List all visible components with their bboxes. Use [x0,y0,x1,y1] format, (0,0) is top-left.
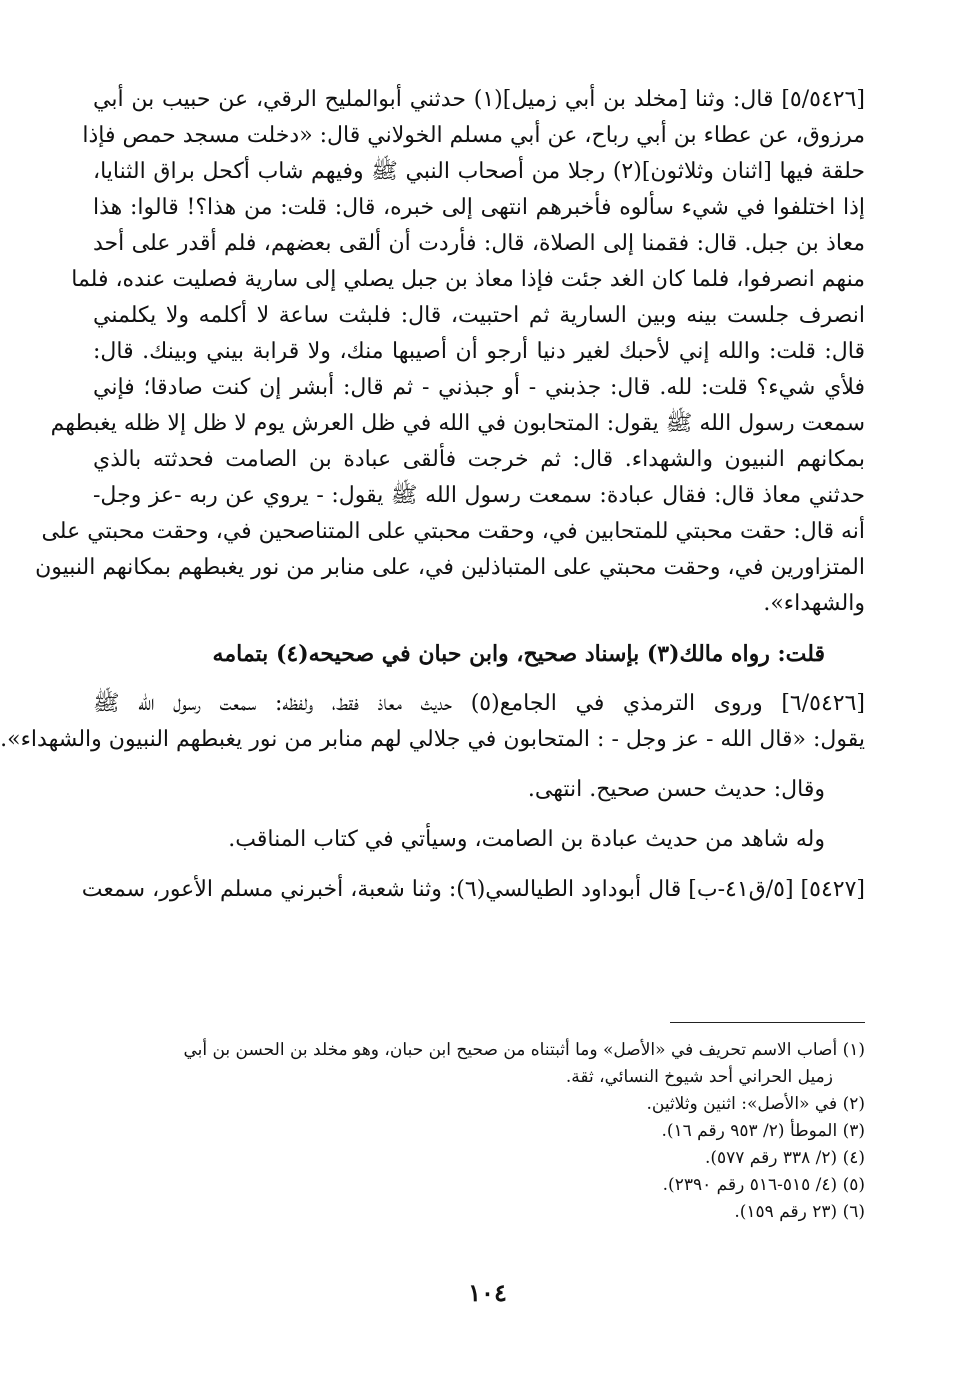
text-line: المتزاورين في، وحقت محبتي على المتباذلين في، على منابر من نور يغبطهم بمكانهم النبيون [35,555,865,580]
footnote-1: (١) أصاب الاسم تحريف في «الأصل» وما أثبتناه من صحيح ابن حبان، وهو مخلد بن الحسن بن أبي [183,1040,865,1060]
text-line: سمعت رسول الله ﷺ يقول: المتحابون في الله في ظل العرش يوم لا ظل إلا ظله يغبطهم [50,411,865,436]
footnote-1-continued: زميل الحراني أحد شيوخ النسائي، ثقة. [565,1067,833,1087]
footnote-6: (٦) (٢٣ رقم ١٥٩). [734,1202,865,1222]
text-line: حدثني معاذ قال: فقال عبادة: سمعت رسول الله ﷺ يقول: - يروي عن ربه -عز وجل- [93,483,865,508]
text-line: [٥/٥٤٢٦] قال: وثنا [مخلد بن أبي زميل](١) حدثني أبوالمليح الرقي، عن حبيب بن أبي [93,87,865,112]
footnote-separator [670,1022,865,1023]
text-line: انصرف جلست بينه وبين السارية ثم احتبيت، قال: فلبثت ساعة لا أكلمه ولا يكلمني [93,303,865,328]
text-line: بمكانهم النبيون والشهداء. قال: ثم خرجت فألقى عبادة بن الصامت فحدثته بالذي [93,447,865,472]
text-line: والشهداء». [763,591,865,616]
text-line: أنه قال: حقت محبتي للمتحابين في، وحقت محبتي على المتناصحين في، وحقت محبتي على [41,519,865,544]
text-line: قال: قلت: والله إني لأحبك لغير دنيا أرجو أن أصيبها منك، ولا قرابة بيني وبينك. قال: [93,339,865,364]
footnote-2: (٢) في «الأصل»: اثنين وثلاثين. [646,1094,865,1114]
footnote-4: (٤) (٢/ ٣٣٨ رقم ٥٧٧). [704,1148,865,1168]
main-text [0,82,865,908]
tirmidhi-line: [٦/٥٤٢٦] وروى الترمذي في الجامع(٥) حديث معاذ فقط، ولفظه: سمعت رسول الله ﷺ [93,691,865,716]
text-line: معاذ بن جبل. قال: فقمنا إلى الصلاة، قال: فأردت أن ألقى بعضهم، فلم أقدر على أحد [93,231,865,256]
shahid-line: وله شاهد من حديث عبادة بن الصامت، وسيأتي في كتاب المناقب. [228,827,825,852]
waqal-line: وقال: حديث حسن صحيح. انتهى. [527,777,825,802]
footnote-3: (٣) الموطأ (٢/ ٩٥٣ رقم ١٦). [661,1121,865,1141]
qult-line: قلت: رواه مالك(٣) بإسناد صحيح، وابن حبان في صحيحه(٤) بتمامه [212,641,825,667]
page-number: ١٠٤ [468,1278,507,1307]
footnotes [93,1022,865,1226]
text-line: مرزوق، عن عطاء بن أبي رباح، عن أبي مسلم الخولاني قال: «دخلت مسجد حمص فإذا [82,123,865,148]
tayalisi-line: [٥٤٢٧] [٥/ق٤١-ب] قال أبوداود الطيالسي(٦): وثنا شعبة، أخبرني مسلم الأعور، سمعت [81,877,865,902]
text-line: منهم انصرفوا، فلما كان الغد جئت فإذا معاذ بن جبل يصلي إلى سارية فصليت عنده، فلما [71,267,865,292]
tirmidhi-line: يقول: «قال الله - عز وجل - : المتحابون في جلالي لهم منابر من نور يغبطهم النبيون والشهداء». [0,727,865,752]
text-line: حلقة فيها [اثنان وثلاثون](٢) رجلا من أصحاب النبي ﷺ وفيهم شاب أكحل براق الثنايا، [93,159,865,184]
footnote-5: (٥) (٤/ ٥١٥-٥١٦ رقم ٢٣٩٠). [662,1175,865,1195]
text-line: إذا اختلفوا في شيء سألوه فأخبرهم انتهى إلى خبره، قال: قلت: من هذا؟! قالوا: هذا [93,195,865,220]
text-line: فلأي شيء؟ قلت: لله. قال: جذبني - أو جبذني - ثم قال: أبشر إن كنت صادقا؛ فإني [93,375,865,400]
